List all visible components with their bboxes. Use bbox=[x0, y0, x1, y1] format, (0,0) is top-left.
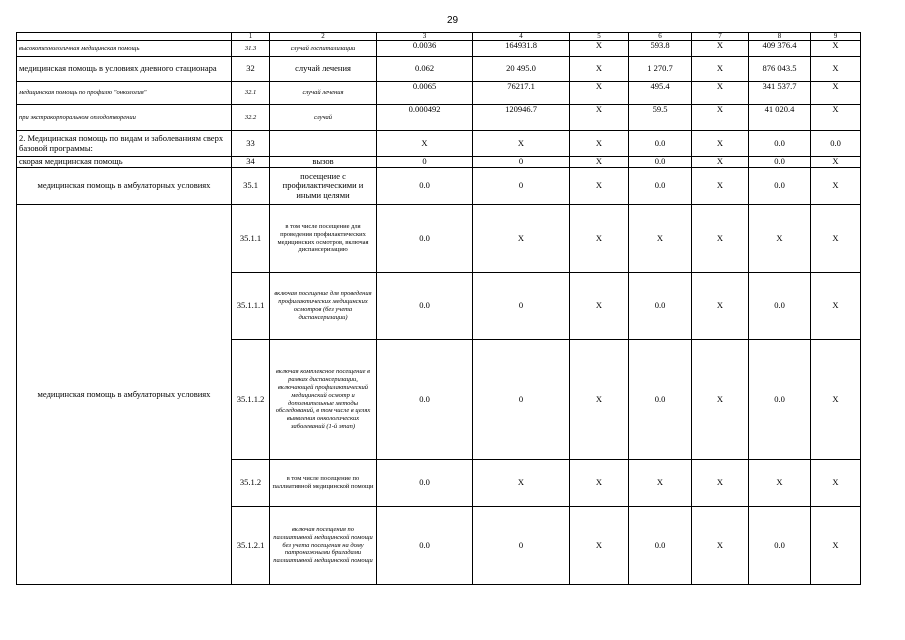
table-cell: X bbox=[749, 205, 811, 273]
table-row bbox=[17, 105, 861, 131]
table-cell: 164931.8 bbox=[473, 41, 570, 57]
table-cell: X bbox=[473, 460, 570, 507]
table-cell: 0.0 bbox=[377, 168, 473, 205]
group-label: медицинская помощь в амбулаторных условиях bbox=[17, 205, 232, 585]
table-cell: X bbox=[749, 460, 811, 507]
table-cell: 0.0 bbox=[377, 460, 473, 507]
row-code: 35.1.1.2 bbox=[232, 340, 270, 460]
row-code: 35.1 bbox=[232, 168, 270, 205]
table-cell: 0.0 bbox=[629, 340, 692, 460]
header-cell: 1 bbox=[232, 33, 270, 41]
table-cell: 0.000492 bbox=[377, 105, 473, 131]
table-cell: 0 bbox=[473, 507, 570, 585]
table-cell: 876 043.5 bbox=[749, 57, 811, 82]
table-cell: 0.0 bbox=[629, 273, 692, 340]
row-label: скорая медицинская помощь bbox=[17, 157, 232, 168]
table-cell: X bbox=[692, 82, 749, 105]
table-cell: 341 537.7 bbox=[749, 82, 811, 105]
table-cell: X bbox=[570, 157, 629, 168]
table-cell: 0.0 bbox=[377, 205, 473, 273]
row-unit: случай лечения bbox=[270, 82, 377, 105]
table-cell: X bbox=[570, 82, 629, 105]
table-cell: 0.0 bbox=[749, 157, 811, 168]
row-unit: в том числе посещение для проведения профилактических медицинских осмотров, включая диспансеризацию bbox=[270, 205, 377, 273]
column-number-row bbox=[17, 33, 861, 41]
table-cell: X bbox=[570, 168, 629, 205]
table-cell: X bbox=[692, 205, 749, 273]
table-cell: 0.0036 bbox=[377, 41, 473, 57]
table-cell: 59.5 bbox=[629, 105, 692, 131]
header-cell: 4 bbox=[473, 33, 570, 41]
table-cell: X bbox=[811, 340, 861, 460]
table-cell: X bbox=[811, 273, 861, 340]
table-cell: X bbox=[692, 157, 749, 168]
row-label: медицинская помощь по профилю "онкология" bbox=[17, 82, 232, 105]
table-cell: X bbox=[811, 460, 861, 507]
table-cell: 0.0 bbox=[629, 168, 692, 205]
table-cell: X bbox=[473, 131, 570, 157]
page-number: 29 bbox=[446, 15, 459, 26]
header-cell: 5 bbox=[570, 33, 629, 41]
table-cell: 41 020.4 bbox=[749, 105, 811, 131]
table-cell: 0.0 bbox=[749, 131, 811, 157]
table-cell: X bbox=[811, 105, 861, 131]
table-row bbox=[17, 205, 861, 273]
table-cell: X bbox=[570, 460, 629, 507]
table-cell: 0.0 bbox=[629, 157, 692, 168]
table-cell: 0.0065 bbox=[377, 82, 473, 105]
table-cell: X bbox=[570, 105, 629, 131]
table-cell: X bbox=[692, 168, 749, 205]
row-code: 31.3 bbox=[232, 41, 270, 57]
table-cell: 0 bbox=[473, 340, 570, 460]
row-unit: включая комплексное посещение в рамках диспансеризации, включающей профилактический медицинский осмотр и дополнительные методы обследований, в том числе в целях выявления онкологических заболеваний (1-й этап) bbox=[270, 340, 377, 460]
row-unit: включая посещение для проведения профилактических медицинских осмотров (без учета диспансеризации) bbox=[270, 273, 377, 340]
table-cell: 0.0 bbox=[629, 131, 692, 157]
table-cell: X bbox=[629, 205, 692, 273]
table-row bbox=[17, 168, 861, 205]
row-unit: посещение с профилактическими и иными целями bbox=[270, 168, 377, 205]
table-cell: 0.0 bbox=[377, 340, 473, 460]
row-code: 35.1.2 bbox=[232, 460, 270, 507]
row-code: 35.1.2.1 bbox=[232, 507, 270, 585]
table-cell: 0.0 bbox=[749, 273, 811, 340]
table-cell: 409 376.4 bbox=[749, 41, 811, 57]
table-cell: X bbox=[811, 168, 861, 205]
table-cell: 0.062 bbox=[377, 57, 473, 82]
table-cell: X bbox=[811, 205, 861, 273]
row-code: 35.1.1 bbox=[232, 205, 270, 273]
table-cell: 0.0 bbox=[749, 507, 811, 585]
table-cell: X bbox=[692, 105, 749, 131]
table-cell: X bbox=[811, 507, 861, 585]
table-cell: 495.4 bbox=[629, 82, 692, 105]
table-cell: X bbox=[811, 82, 861, 105]
table-cell: 0.0 bbox=[377, 273, 473, 340]
table-cell: X bbox=[692, 57, 749, 82]
table-cell: 0 bbox=[473, 273, 570, 340]
row-unit: случай лечения bbox=[270, 57, 377, 82]
row-unit: в том числе посещение по паллиативной медицинской помощи bbox=[270, 460, 377, 507]
table-row bbox=[17, 131, 861, 157]
row-unit: вызов bbox=[270, 157, 377, 168]
table-cell: 20 495.0 bbox=[473, 57, 570, 82]
table-row bbox=[17, 41, 861, 57]
table-cell: 593.8 bbox=[629, 41, 692, 57]
table-cell: X bbox=[570, 57, 629, 82]
row-unit: случай bbox=[270, 105, 377, 131]
table-cell: 120946.7 bbox=[473, 105, 570, 131]
table-cell: X bbox=[811, 157, 861, 168]
table-cell: 0.0 bbox=[749, 168, 811, 205]
table-cell: 0 bbox=[377, 157, 473, 168]
row-label: медицинская помощь в условиях дневного стационара bbox=[17, 57, 232, 82]
table-cell: 0 bbox=[473, 157, 570, 168]
row-code: 32.1 bbox=[232, 82, 270, 105]
table-row bbox=[17, 57, 861, 82]
row-label: медицинская помощь в амбулаторных условиях bbox=[17, 168, 232, 205]
row-unit: случай госпитализации bbox=[270, 41, 377, 57]
header-cell: 7 bbox=[692, 33, 749, 41]
table-cell: X bbox=[692, 41, 749, 57]
row-label: 2. Медицинская помощь по видам и заболеваниям сверх базовой программы: bbox=[17, 131, 232, 157]
row-unit bbox=[270, 131, 377, 157]
header-cell-blank bbox=[17, 33, 232, 41]
header-cell: 6 bbox=[629, 33, 692, 41]
table-cell: 0 bbox=[473, 168, 570, 205]
table-cell: X bbox=[570, 131, 629, 157]
table-cell: X bbox=[629, 460, 692, 507]
table-cell: X bbox=[692, 340, 749, 460]
table-cell: 0.0 bbox=[811, 131, 861, 157]
table-cell: X bbox=[570, 507, 629, 585]
table-cell: 0.0 bbox=[629, 507, 692, 585]
row-label: высокотехнологичная медицинская помощь bbox=[17, 41, 232, 57]
table-cell: X bbox=[692, 273, 749, 340]
table-row bbox=[17, 82, 861, 105]
table-cell: 0.0 bbox=[377, 507, 473, 585]
header-cell: 8 bbox=[749, 33, 811, 41]
table-cell: X bbox=[473, 205, 570, 273]
header-cell: 9 bbox=[811, 33, 861, 41]
table-row bbox=[17, 157, 861, 168]
table-cell: X bbox=[811, 57, 861, 82]
data-table bbox=[16, 32, 861, 585]
row-code: 34 bbox=[232, 157, 270, 168]
table-cell: X bbox=[811, 41, 861, 57]
row-unit: включая посещения по паллиативной медицинской помощи без учета посещения на дому патронажными бригадами паллиативной медицинской помощи bbox=[270, 507, 377, 585]
row-label: при экстракорпоральном оплодотворении bbox=[17, 105, 232, 131]
row-code: 32.2 bbox=[232, 105, 270, 131]
table-cell: X bbox=[570, 41, 629, 57]
header-cell: 3 bbox=[377, 33, 473, 41]
table-cell: X bbox=[692, 507, 749, 585]
table-cell: X bbox=[377, 131, 473, 157]
row-code: 35.1.1.1 bbox=[232, 273, 270, 340]
header-cell: 2 bbox=[270, 33, 377, 41]
table-cell: X bbox=[692, 460, 749, 507]
table-cell: 0.0 bbox=[749, 340, 811, 460]
table-cell: X bbox=[570, 340, 629, 460]
table-cell: X bbox=[692, 131, 749, 157]
row-code: 33 bbox=[232, 131, 270, 157]
row-code: 32 bbox=[232, 57, 270, 82]
table-cell: 1 270.7 bbox=[629, 57, 692, 82]
table-cell: X bbox=[570, 205, 629, 273]
table-cell: X bbox=[570, 273, 629, 340]
table-cell: 76217.1 bbox=[473, 82, 570, 105]
